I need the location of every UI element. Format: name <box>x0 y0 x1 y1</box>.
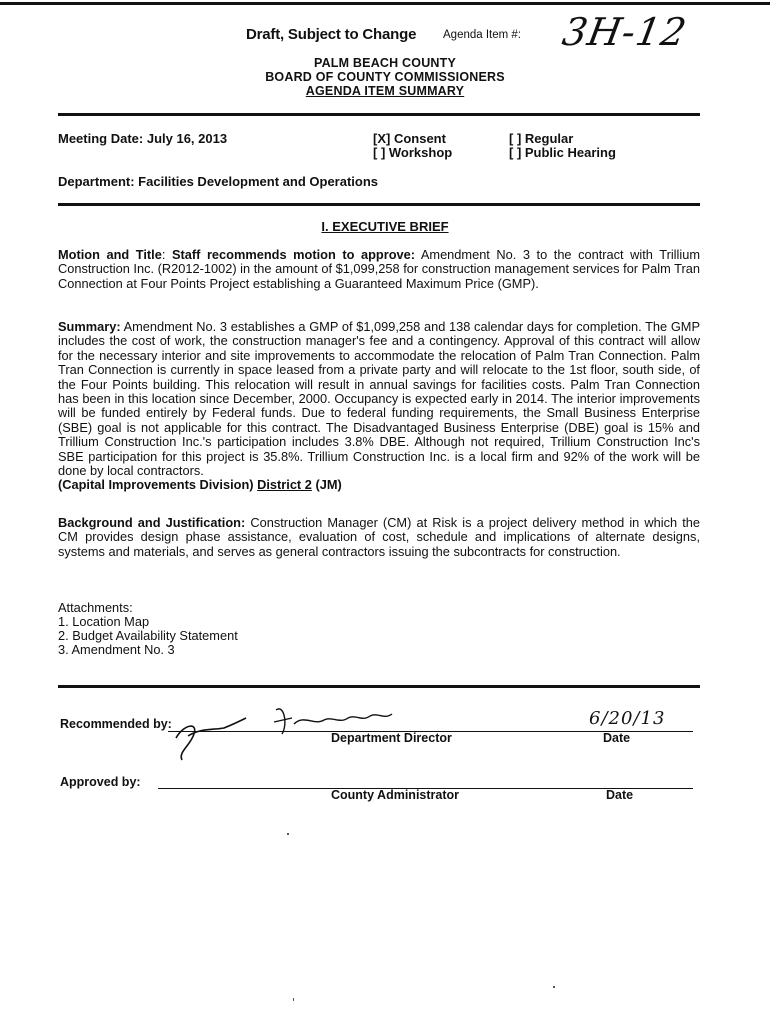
draft-label: Draft, Subject to Change <box>246 26 417 43</box>
scan-speck <box>553 986 555 988</box>
motion-emphasis: Staff recommends motion to approve: <box>171 247 416 262</box>
motion-text: Amendment No. 3 to the contract with Trillium Construction Inc. (R2012-1002) in the amount of $1,099,258 for construction management services for Palm Tran Connection at Four Points Project establishing a Guaranteed Maximum Price (GMP). <box>58 247 700 291</box>
scan-speck <box>293 998 294 1001</box>
scan-top-edge <box>0 2 770 5</box>
summary-division: (Capital Improvements Division) <box>58 477 254 493</box>
department-director-label: Department Director <box>331 731 452 745</box>
section-title: I. EXECUTIVE BRIEF <box>321 219 449 234</box>
background-paragraph <box>58 516 700 559</box>
divider-middle <box>58 203 700 206</box>
approved-by-label: Approved by: <box>60 775 141 789</box>
consent-checkbox: [X] Consent <box>373 131 446 146</box>
motion-lead: : <box>161 247 172 262</box>
attachment-item: 2. Budget Availability Statement <box>58 628 238 643</box>
agenda-item-number: 3H-12 <box>559 10 691 54</box>
handwritten-signatures <box>164 694 424 764</box>
board-name: BOARD OF COUNTY COMMISSIONERS <box>265 70 505 84</box>
regular-checkbox: [ ] Regular <box>509 131 574 146</box>
workshop-checkbox: [ ] Workshop <box>373 145 453 160</box>
motion-paragraph <box>58 248 700 291</box>
summary-text: Amendment No. 3 establishes a GMP of $1,099,258 and 138 calendar days for completion. The GMP includes the cost of work, the construction manager's fee and a contingency. Approval of this contract will allow for the necessary interior and site improvements to accommodate the relocation of Palm Tran Connection. Palm Tran Connection is currently in space leased from a private party and will relocate to the 1st floor, south side, of the Four Points building. This relocation will result in annual savings for facilities costs. Palm Tran Connection has been in this location since December, 2000. Occupancy is expected early in 2014. The interior improvements will be funded entirely by Federal funds. Due to federal funding requirements, the Small Business Enterprise (SBE) goal is not applicable for this contract. The Disadvantaged Business Enterprise (DBE) goal is 15% and Trillium Construction Inc.'s participation includes 3.8% DBE. Although not required, Trillium Construction Inc's SBE participation for this project is 35.8%. Trillium Construction Inc. is a local firm and 92% of the work will be done by local contractors. <box>58 319 700 479</box>
meeting-date: Meeting Date: July 16, 2013 <box>58 131 228 146</box>
attachments-label: Attachments: <box>58 600 133 615</box>
attachment-item: 3. Amendment No. 3 <box>58 642 175 657</box>
county-administrator-label: County Administrator <box>331 788 460 802</box>
recommended-date-value: 6/20/13 <box>589 708 666 729</box>
divider-top <box>58 113 700 116</box>
page-title: AGENDA ITEM SUMMARY <box>305 84 465 98</box>
summary-paragraph <box>58 320 700 493</box>
motion-label: Motion and Title <box>58 247 162 262</box>
background-label: Background and Justification: <box>58 515 246 530</box>
summary-initials: (JM) <box>315 477 342 493</box>
department: Department: Facilities Development and Operations <box>58 174 379 189</box>
recommended-by-label: Recommended by: <box>60 717 172 731</box>
background-text: Construction Manager (CM) at Risk is a project delivery method in which the CM provides design phase assistance, evaluation of cost, schedule and implications of alternate designs, systems and materials, and serves as general contractors issuing the subcontracts for construction. <box>58 515 700 559</box>
summary-district: District 2 <box>257 477 312 493</box>
county-name: PALM BEACH COUNTY <box>313 56 457 70</box>
scan-speck <box>287 833 289 835</box>
approved-date-label: Date <box>606 788 634 802</box>
agenda-item-label: Agenda Item #: <box>443 29 521 41</box>
attachment-item: 1. Location Map <box>58 614 150 629</box>
summary-label: Summary: <box>58 319 121 334</box>
public-hearing-checkbox: [ ] Public Hearing <box>509 145 616 160</box>
recommended-date-label: Date <box>603 731 631 745</box>
divider-bottom <box>58 685 700 688</box>
